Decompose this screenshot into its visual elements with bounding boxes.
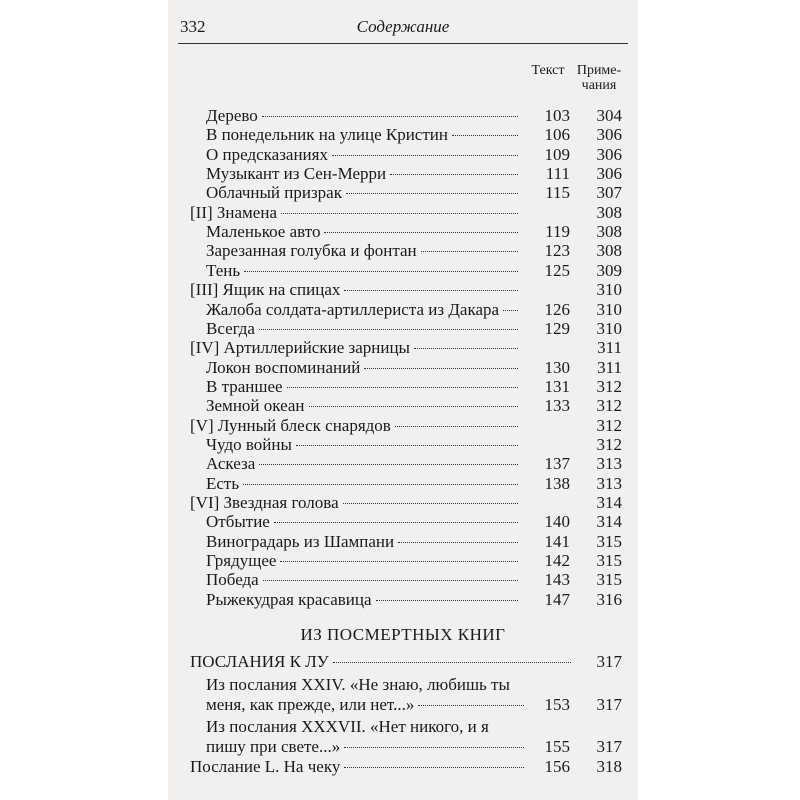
toc-entry-title: Локон воспоминаний — [206, 358, 361, 377]
toc-entry-notes-page: 315 — [596, 532, 622, 551]
toc-entry-title: Облачный призрак — [206, 183, 342, 202]
toc-entry-notes-page: 310 — [596, 319, 622, 338]
dot-leader — [452, 135, 518, 136]
section-heading: ИЗ ПОСМЕРТНЫХ КНИГ — [300, 625, 506, 644]
dot-leader — [324, 232, 518, 233]
toc-entry — [206, 358, 522, 378]
toc-entry — [206, 590, 522, 610]
toc-entry-notes-page: 306 — [596, 164, 622, 183]
toc-entry-text-page: 156 — [544, 757, 570, 776]
toc-section-entry — [190, 203, 522, 223]
toc-entry-text-page: 103 — [544, 106, 570, 125]
toc-entry-text-page: 130 — [544, 358, 570, 377]
toc-section-entry — [190, 493, 522, 513]
dot-leader — [503, 310, 518, 311]
dot-leader — [390, 174, 518, 175]
dot-leader — [421, 251, 518, 252]
page-number: 332 — [180, 17, 206, 36]
toc-entry-notes-page: 314 — [596, 512, 622, 531]
toc-entry — [206, 183, 522, 203]
toc-entry-letter-24 — [206, 695, 528, 715]
toc-entry-text-page: 147 — [544, 590, 570, 609]
toc-entry-title: Зарезанная голубка и фонтан — [206, 241, 417, 260]
toc-entry-text-page: 109 — [544, 145, 570, 164]
toc-entry-title: Аскеза — [206, 454, 256, 473]
toc-entry-title: Земной океан — [206, 396, 305, 415]
toc-entry-text-page: 155 — [544, 737, 570, 756]
toc-entry-title: Победа — [206, 570, 259, 589]
dot-leader — [343, 503, 518, 504]
toc-entry — [206, 145, 522, 165]
dot-leader — [398, 542, 518, 543]
toc-entry-notes-page: 308 — [596, 203, 622, 222]
toc-entry-notes-page: 314 — [596, 493, 622, 512]
toc-entry — [206, 164, 522, 184]
toc-entry-title: Жалоба солдата-артиллериста из Дакара — [206, 300, 500, 319]
toc-entry-title: Маленькое авто — [206, 222, 321, 241]
toc-entry-title: Послание L. На чеку — [190, 757, 341, 776]
dot-leader — [414, 348, 518, 349]
toc-entry-text-page: 133 — [544, 396, 570, 415]
dot-leader — [332, 155, 518, 156]
toc-entry-text-page: 131 — [544, 377, 570, 396]
toc-entry-title: [VI] Звездная голова — [190, 493, 339, 512]
toc-entry-notes-page: 317 — [596, 737, 622, 756]
toc-entry — [206, 222, 522, 242]
dot-leader — [263, 580, 518, 581]
toc-entry-text-page: 106 — [544, 125, 570, 144]
toc-entry-text-page: 143 — [544, 570, 570, 589]
toc-entry-title: Дерево — [206, 106, 258, 125]
toc-entry-notes-page: 312 — [596, 377, 622, 396]
toc-entry — [206, 474, 522, 494]
toc-entry — [206, 435, 522, 455]
toc-entry-notes-page: 317 — [596, 652, 622, 671]
dot-leader — [259, 464, 518, 465]
toc-entry-notes-page: 310 — [596, 280, 622, 299]
toc-section-entry — [190, 338, 522, 358]
toc-entry — [206, 570, 522, 590]
toc-entry-title: Всегда — [206, 319, 255, 338]
toc-entry-text-page: 142 — [544, 551, 570, 570]
toc-entry-notes-page: 306 — [596, 125, 622, 144]
toc-entry-title-line: Из послания XXIV. «Не знаю, любишь ты — [206, 675, 510, 694]
toc-entry-text-page: 126 — [544, 300, 570, 319]
toc-entry — [206, 300, 522, 320]
toc-entry-notes-page: 316 — [596, 590, 622, 609]
toc-entry-notes-page: 315 — [596, 570, 622, 589]
dot-leader — [344, 747, 524, 748]
toc-entry-notes-page: 308 — [596, 222, 622, 241]
toc-entry-notes-page: 304 — [596, 106, 622, 125]
toc-entry-title: [II] Знамена — [190, 203, 278, 222]
toc-entry-text-page: 119 — [545, 222, 570, 241]
toc-entry-notes-page: 312 — [596, 435, 622, 454]
toc-entry — [206, 261, 522, 281]
toc-entry-text-page: 137 — [544, 454, 570, 473]
toc-entry-text-page: 115 — [545, 183, 570, 202]
toc-entry-text-page: 153 — [544, 695, 570, 714]
running-title: Содержание — [356, 17, 450, 36]
dot-leader — [281, 213, 518, 214]
toc-entry — [206, 532, 522, 552]
toc-entry-notes-page: 311 — [597, 358, 622, 377]
toc-entry-title: Есть — [206, 474, 240, 493]
toc-entry-notes-page: 313 — [596, 454, 622, 473]
toc-entry-title: Музыкант из Сен-Мерри — [206, 164, 387, 183]
toc-entry-text-page: 111 — [545, 164, 570, 183]
dot-leader — [333, 662, 571, 663]
toc-entry — [206, 551, 522, 571]
dot-leader — [243, 484, 518, 485]
toc-entry — [206, 512, 522, 532]
toc-entry-notes-page: 315 — [596, 551, 622, 570]
toc-entry-title: Чудо войны — [206, 435, 292, 454]
toc-entry-title: Виноградарь из Шампани — [206, 532, 395, 551]
toc-entry-notes-page: 306 — [596, 145, 622, 164]
dot-leader — [296, 445, 518, 446]
toc-section-entry — [190, 416, 522, 436]
dot-leader — [262, 116, 518, 117]
toc-entry — [206, 106, 522, 126]
dot-leader — [309, 406, 519, 407]
toc-entry-letter-l — [190, 757, 528, 777]
toc-entry-text-page: 125 — [544, 261, 570, 280]
dot-leader — [280, 561, 518, 562]
dot-leader — [346, 193, 518, 194]
toc-entry-title: Тень — [206, 261, 241, 280]
column-header-notes-line2: чания — [581, 78, 617, 93]
dot-leader — [395, 426, 518, 427]
toc-entry-notes-page: 312 — [596, 416, 622, 435]
toc-entry-notes-page: 312 — [596, 396, 622, 415]
toc-entry-title: [V] Лунный блеск снарядов — [190, 416, 391, 435]
toc-entry — [206, 125, 522, 145]
toc-entry-text-page: 123 — [544, 241, 570, 260]
toc-entry-notes-page: 309 — [596, 261, 622, 280]
toc-entry-notes-page: 313 — [596, 474, 622, 493]
dot-leader — [274, 522, 518, 523]
toc-entry-title: Грядущее — [206, 551, 277, 570]
dot-leader — [287, 387, 518, 388]
toc-entry-notes-page: 311 — [597, 338, 622, 357]
toc-entry-text-page: 140 — [544, 512, 570, 531]
toc-entry-title: Отбытие — [206, 512, 270, 531]
dot-leader — [344, 290, 518, 291]
dot-leader — [376, 600, 518, 601]
toc-entry — [206, 396, 522, 416]
toc-entry-title: В траншее — [206, 377, 283, 396]
dot-leader — [418, 705, 524, 706]
toc-entry-notes-page: 308 — [596, 241, 622, 260]
toc-entry — [206, 454, 522, 474]
toc-entry-letter-37 — [206, 737, 528, 757]
toc-entry-title-line: Из послания XXXVII. «Нет никого, и я — [206, 717, 489, 736]
toc-entry-title: В понедельник на улице Кристин — [206, 125, 448, 144]
toc-entry-title: Рыжекудрая красавица — [206, 590, 372, 609]
toc-entry-notes-page: 318 — [596, 757, 622, 776]
dot-leader — [244, 271, 518, 272]
toc-entry-text-page: 138 — [544, 474, 570, 493]
toc-entry — [206, 377, 522, 397]
toc-section-entry — [190, 280, 522, 300]
toc-entry-title: пишу при свете...» — [206, 737, 341, 756]
toc-entry-notes-page: 307 — [596, 183, 622, 202]
toc-entry — [206, 319, 522, 339]
column-header-notes-line1: Приме- — [576, 63, 622, 78]
toc-entry-title: ПОСЛАНИЯ К ЛУ — [190, 652, 329, 671]
toc-entry-title: [IV] Артиллерийские зарницы — [190, 338, 410, 357]
dot-leader — [344, 767, 524, 768]
toc-entry-title: [III] Ящик на спицах — [190, 280, 341, 299]
toc-entry — [206, 241, 522, 261]
dot-leader — [364, 368, 518, 369]
toc-entry-text-page: 129 — [544, 319, 570, 338]
toc-entry-title: меня, как прежде, или нет...» — [206, 695, 415, 714]
column-header-text: Текст — [531, 63, 565, 78]
toc-entry-text-page: 141 — [544, 532, 570, 551]
dot-leader — [259, 329, 518, 330]
toc-entry-notes-page: 317 — [596, 695, 622, 714]
toc-entry-title: О предсказаниях — [206, 145, 328, 164]
toc-entry-lou-letters — [190, 652, 575, 672]
toc-entry-notes-page: 310 — [596, 300, 622, 319]
